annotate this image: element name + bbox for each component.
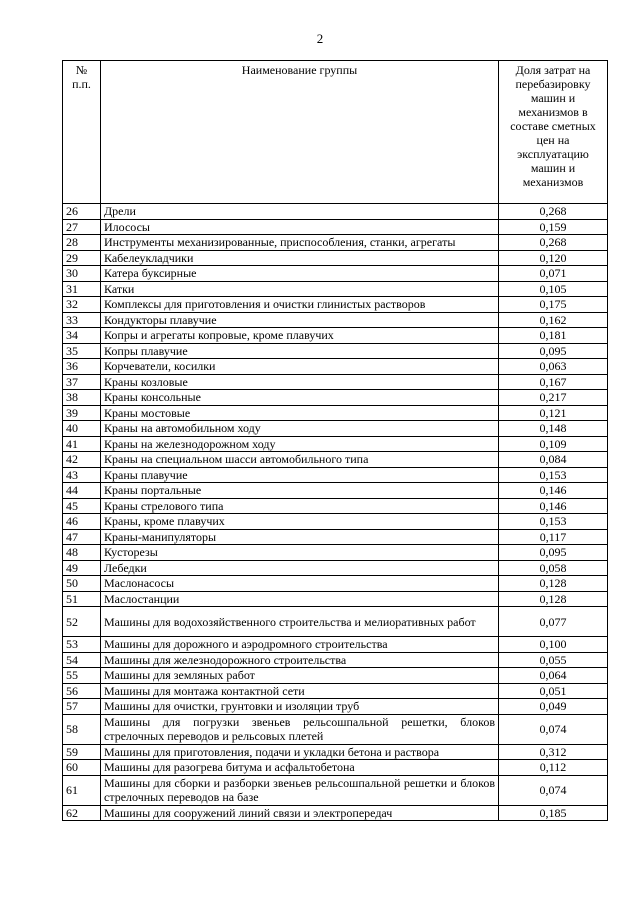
table-row xyxy=(63,436,608,452)
row-cost-share: 0,100 xyxy=(499,637,608,653)
table-row xyxy=(63,281,608,297)
table-row xyxy=(63,483,608,499)
row-number: 57 xyxy=(63,699,101,715)
table-row xyxy=(63,607,608,637)
row-cost-share: 0,120 xyxy=(499,250,608,266)
row-group-name: Дрели xyxy=(101,204,499,220)
row-group-name: Машины для сборки и разборки звеньев рельсошпальной решетки и блоков стрелочных переводов на базе xyxy=(101,775,499,805)
header-num: № п.п. xyxy=(63,61,101,204)
table-row xyxy=(63,652,608,668)
row-number: 62 xyxy=(63,805,101,821)
row-number: 51 xyxy=(63,591,101,607)
row-group-name: Машины для дорожного и аэродромного строительства xyxy=(101,637,499,653)
row-cost-share: 0,117 xyxy=(499,529,608,545)
row-number: 39 xyxy=(63,405,101,421)
table-row xyxy=(63,452,608,468)
row-number: 41 xyxy=(63,436,101,452)
table-row xyxy=(63,235,608,251)
table-row xyxy=(63,514,608,530)
row-cost-share: 0,162 xyxy=(499,312,608,328)
row-number: 53 xyxy=(63,637,101,653)
table-row xyxy=(63,683,608,699)
row-number: 37 xyxy=(63,374,101,390)
table-row xyxy=(63,219,608,235)
row-group-name: Машины для железнодорожного строительства xyxy=(101,652,499,668)
row-number: 29 xyxy=(63,250,101,266)
row-group-name: Машины для погрузки звеньев рельсошпальной решетки, блоков стрелочных переводов и рельсовых плетей xyxy=(101,714,499,744)
table-row xyxy=(63,637,608,653)
row-group-name: Машины для приготовления, подачи и укладки бетона и раствора xyxy=(101,744,499,760)
row-cost-share: 0,051 xyxy=(499,683,608,699)
table-row xyxy=(63,312,608,328)
row-number: 47 xyxy=(63,529,101,545)
table-row xyxy=(63,204,608,220)
row-cost-share: 0,095 xyxy=(499,545,608,561)
page-number: 2 xyxy=(316,31,324,46)
row-group-name: Краны козловые xyxy=(101,374,499,390)
row-number: 26 xyxy=(63,204,101,220)
row-cost-share: 0,105 xyxy=(499,281,608,297)
row-group-name: Машины для водохозяйственного строительства и мелиоративных работ xyxy=(101,607,499,637)
machine-groups-table xyxy=(62,60,608,821)
row-number: 61 xyxy=(63,775,101,805)
table-row xyxy=(63,560,608,576)
table-row xyxy=(63,545,608,561)
table-row xyxy=(63,699,608,715)
row-group-name: Комплексы для приготовления и очистки глинистых растворов xyxy=(101,297,499,313)
row-number: 46 xyxy=(63,514,101,530)
row-group-name: Краны мостовые xyxy=(101,405,499,421)
row-cost-share: 0,268 xyxy=(499,204,608,220)
row-group-name: Инструменты механизированные, приспособления, станки, агрегаты xyxy=(101,235,499,251)
row-group-name: Кондукторы плавучие xyxy=(101,312,499,328)
row-cost-share: 0,153 xyxy=(499,514,608,530)
row-group-name: Краны плавучие xyxy=(101,467,499,483)
row-group-name: Краны портальные xyxy=(101,483,499,499)
table-row xyxy=(63,328,608,344)
table-row xyxy=(63,668,608,684)
row-number: 54 xyxy=(63,652,101,668)
table-row xyxy=(63,266,608,282)
row-number: 33 xyxy=(63,312,101,328)
table-row xyxy=(63,343,608,359)
row-cost-share: 0,077 xyxy=(499,607,608,637)
row-group-name: Машины для земляных работ xyxy=(101,668,499,684)
row-group-name: Краны консольные xyxy=(101,390,499,406)
row-cost-share: 0,217 xyxy=(499,390,608,406)
row-group-name: Илососы xyxy=(101,219,499,235)
row-cost-share: 0,063 xyxy=(499,359,608,375)
row-number: 40 xyxy=(63,421,101,437)
row-number: 34 xyxy=(63,328,101,344)
row-cost-share: 0,095 xyxy=(499,343,608,359)
table-row xyxy=(63,374,608,390)
row-number: 48 xyxy=(63,545,101,561)
row-group-name: Машины для монтажа контактной сети xyxy=(101,683,499,699)
row-group-name: Машины для разогрева битума и асфальтобетона xyxy=(101,760,499,776)
table-row xyxy=(63,421,608,437)
row-group-name: Копры плавучие xyxy=(101,343,499,359)
row-group-name: Маслостанции xyxy=(101,591,499,607)
table-row xyxy=(63,744,608,760)
row-group-name: Краны на железнодорожном ходу xyxy=(101,436,499,452)
row-cost-share: 0,146 xyxy=(499,483,608,499)
table-row xyxy=(63,529,608,545)
row-number: 38 xyxy=(63,390,101,406)
table-row xyxy=(63,775,608,805)
row-cost-share: 0,049 xyxy=(499,699,608,715)
row-cost-share: 0,159 xyxy=(499,219,608,235)
row-group-name: Машины для сооружений линий связи и электропередач xyxy=(101,805,499,821)
row-number: 28 xyxy=(63,235,101,251)
row-number: 36 xyxy=(63,359,101,375)
table-row xyxy=(63,805,608,821)
table-row xyxy=(63,297,608,313)
row-number: 56 xyxy=(63,683,101,699)
row-cost-share: 0,146 xyxy=(499,498,608,514)
table-row xyxy=(63,576,608,592)
row-number: 49 xyxy=(63,560,101,576)
table-row xyxy=(63,591,608,607)
row-cost-share: 0,312 xyxy=(499,744,608,760)
row-group-name: Машины для очистки, грунтовки и изоляции труб xyxy=(101,699,499,715)
table-row xyxy=(63,359,608,375)
row-cost-share: 0,185 xyxy=(499,805,608,821)
table-row xyxy=(63,405,608,421)
row-group-name: Краны стрелового типа xyxy=(101,498,499,514)
table-row xyxy=(63,498,608,514)
row-number: 50 xyxy=(63,576,101,592)
row-cost-share: 0,055 xyxy=(499,652,608,668)
row-number: 58 xyxy=(63,714,101,744)
row-cost-share: 0,128 xyxy=(499,591,608,607)
table-row xyxy=(63,714,608,744)
row-group-name: Краны, кроме плавучих xyxy=(101,514,499,530)
table-header-row xyxy=(63,61,608,204)
row-group-name: Краны на специальном шасси автомобильного типа xyxy=(101,452,499,468)
table-row xyxy=(63,467,608,483)
row-number: 35 xyxy=(63,343,101,359)
row-number: 59 xyxy=(63,744,101,760)
row-cost-share: 0,175 xyxy=(499,297,608,313)
row-cost-share: 0,058 xyxy=(499,560,608,576)
row-cost-share: 0,268 xyxy=(499,235,608,251)
row-group-name: Краны на автомобильном ходу xyxy=(101,421,499,437)
row-group-name: Копры и агрегаты копровые, кроме плавучих xyxy=(101,328,499,344)
row-group-name: Катера буксирные xyxy=(101,266,499,282)
row-number: 30 xyxy=(63,266,101,282)
row-group-name: Лебедки xyxy=(101,560,499,576)
row-cost-share: 0,109 xyxy=(499,436,608,452)
table-body xyxy=(63,204,608,821)
row-group-name: Маслонасосы xyxy=(101,576,499,592)
row-cost-share: 0,167 xyxy=(499,374,608,390)
row-number: 32 xyxy=(63,297,101,313)
row-cost-share: 0,128 xyxy=(499,576,608,592)
row-number: 45 xyxy=(63,498,101,514)
row-cost-share: 0,121 xyxy=(499,405,608,421)
row-group-name: Краны-манипуляторы xyxy=(101,529,499,545)
table-row xyxy=(63,390,608,406)
row-number: 31 xyxy=(63,281,101,297)
row-cost-share: 0,181 xyxy=(499,328,608,344)
table-row xyxy=(63,760,608,776)
row-number: 55 xyxy=(63,668,101,684)
row-cost-share: 0,074 xyxy=(499,714,608,744)
row-number: 52 xyxy=(63,607,101,637)
row-cost-share: 0,153 xyxy=(499,467,608,483)
row-cost-share: 0,071 xyxy=(499,266,608,282)
row-group-name: Кабелеукладчики xyxy=(101,250,499,266)
row-number: 27 xyxy=(63,219,101,235)
row-cost-share: 0,074 xyxy=(499,775,608,805)
row-cost-share: 0,064 xyxy=(499,668,608,684)
row-number: 60 xyxy=(63,760,101,776)
header-value: Доля затрат на перебазировку машин и механизмов в составе сметных цен на эксплуатацию машин и механизмов xyxy=(499,61,608,204)
row-group-name: Корчеватели, косилки xyxy=(101,359,499,375)
row-number: 43 xyxy=(63,467,101,483)
header-name: Наименование группы xyxy=(101,61,499,204)
row-cost-share: 0,084 xyxy=(499,452,608,468)
row-cost-share: 0,112 xyxy=(499,760,608,776)
row-cost-share: 0,148 xyxy=(499,421,608,437)
table-row xyxy=(63,250,608,266)
row-number: 44 xyxy=(63,483,101,499)
row-group-name: Катки xyxy=(101,281,499,297)
row-group-name: Кусторезы xyxy=(101,545,499,561)
row-number: 42 xyxy=(63,452,101,468)
